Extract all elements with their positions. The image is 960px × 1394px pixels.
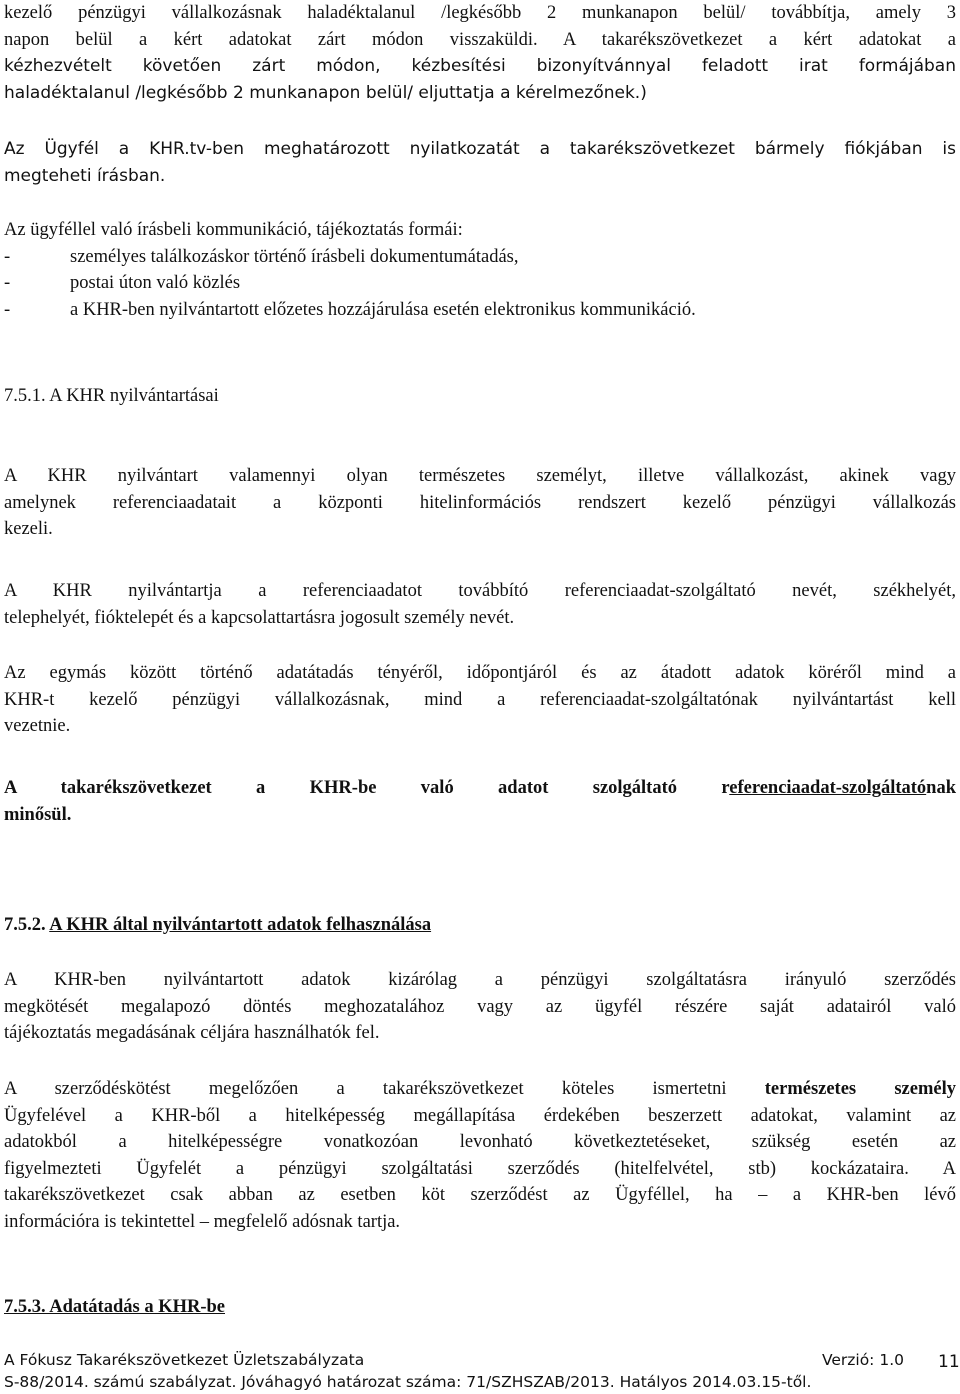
text-line: haladéktalanul /legkésőbb 2 munkanapon belül/ eljuttatja a kérelmezőnek.) bbox=[4, 82, 647, 103]
text-segment: A szerződéskötést megelőzően a takarékszövetkezet köteles ismertetni bbox=[4, 1079, 727, 1099]
footer-row-2 bbox=[4, 1372, 904, 1392]
text-line: A KHR-ben nyilvántartott adatok kizárólag a pénzügyi szolgáltatásra irányuló szerződés bbox=[4, 970, 956, 990]
heading-number: 7.5.2. bbox=[4, 915, 46, 935]
text-line: A KHR nyilvántart valamennyi olyan természetes személyt, illetve vállalkozást, akinek vagy bbox=[4, 466, 956, 486]
underlined-term: eferenciaadat-szolgáltató bbox=[729, 778, 927, 798]
text-line: napon belül a kért adatokat zárt módon visszaküldi. A takarékszövetkezet a kért adatokat a bbox=[4, 29, 956, 50]
text-line: adatokból a hitelképességre vonatkozóan levonható következtetéseket, szükség esetén az bbox=[4, 1132, 956, 1152]
text-line: megteheti írásban. bbox=[4, 165, 166, 186]
heading-text: 7.5.1. A KHR nyilvántartásai bbox=[4, 386, 219, 406]
text-line: takarékszövetkezet csak abban az esetben köt szerződést az Ügyféllel, ha – a KHR-ben lévő bbox=[4, 1185, 956, 1205]
paragraph-751c bbox=[4, 660, 956, 740]
footer-row-1 bbox=[4, 1350, 904, 1370]
paragraph-kommunikacio bbox=[4, 217, 956, 323]
heading-text: 7.5.3. Adatátadás a KHR-be bbox=[4, 1297, 225, 1317]
list-item: - személyes találkozáskor történő írásbeli dokumentumátadás, bbox=[4, 244, 956, 271]
text-line: telephelyét, fióktelepét és a kapcsolattartásra jogosult személy nevét. bbox=[4, 607, 515, 628]
paragraph-ugyfel bbox=[4, 136, 956, 189]
text-line: A KHR nyilvántartja a referenciaadatot továbbító referenciaadat-szolgáltató nevét, székhelyét, bbox=[4, 581, 956, 601]
list-item: - a KHR-ben nyilvántartott előzetes hozzájárulása esetén elektronikus kommunikáció. bbox=[4, 297, 956, 324]
bold-text-post: nak bbox=[926, 778, 956, 798]
text-line bbox=[4, 1076, 956, 1103]
footer-title: A Fókusz Takarékszövetkezet Üzletszabályzata bbox=[4, 1351, 365, 1369]
paragraph-752a bbox=[4, 967, 956, 1047]
text-line: információra is tekintettel – megfelelő adósnak tartja. bbox=[4, 1211, 401, 1232]
communication-list bbox=[4, 244, 956, 324]
paragraph-751a bbox=[4, 463, 956, 543]
list-item: - postai úton való közlés bbox=[4, 270, 956, 297]
text-line: Az Ügyfél a KHR.tv-ben meghatározott nyilatkozatát a takarékszövetkezet bármely fiókjában is bbox=[4, 139, 956, 159]
section-heading-751 bbox=[4, 383, 956, 410]
page-number: 11 bbox=[938, 1352, 960, 1372]
footer-version: Verzió: 1.0 bbox=[821, 1351, 904, 1369]
bold-line bbox=[4, 775, 956, 802]
text-line: kezeli. bbox=[4, 519, 53, 539]
text-line: figyelmezteti Ügyfelét a pénzügyi szolgáltatási szerződés (hitelfelvétel, stb) kockázataira. A bbox=[4, 1158, 956, 1179]
bold-line: minősül. bbox=[4, 804, 72, 825]
footer-approval: S-88/2014. számú szabályzat. Jóváhagyó határozat száma: 71/SZHSZAB/2013. Hatályos 2014.03.15-től. bbox=[4, 1373, 812, 1391]
list-intro: Az ügyféllel való írásbeli kommunikáció, tájékoztatás formái: bbox=[4, 220, 463, 240]
text-line: kézhezvételt követően zárt módon, kézbesítési bizonyítvánnyal feladott irat formájában bbox=[4, 56, 956, 76]
text-line: Ügyfelével a KHR-ből a hitelképesség megállapítása érdekében beszerzett adatokat, valamint az bbox=[4, 1105, 956, 1126]
paragraph-752b bbox=[4, 1076, 956, 1235]
text-line: vezetnie. bbox=[4, 716, 71, 736]
heading-title: A KHR által nyilvántartott adatok felhasználása bbox=[49, 915, 432, 935]
paragraph-751b bbox=[4, 578, 956, 631]
section-heading-753 bbox=[4, 1294, 956, 1321]
paragraph-intro bbox=[4, 0, 956, 106]
section-heading-752 bbox=[4, 912, 956, 939]
text-line: tájékoztatás megadásának céljára használhatók fel. bbox=[4, 1023, 380, 1043]
bold-text-pre: A takarékszövetkezet a KHR-be való adatot szolgáltató r bbox=[4, 778, 730, 798]
text-line: amelynek referenciaadatait a központi hitelinformációs rendszert kezelő pénzügyi vállalkozás bbox=[4, 492, 956, 513]
paragraph-751d bbox=[4, 775, 956, 828]
bold-term: természetes személy bbox=[764, 1079, 956, 1099]
text-line: KHR-t kezelő pénzügyi vállalkozásnak, mind a referenciaadat-szolgáltatónak nyilvántartást kell bbox=[4, 689, 956, 710]
text-line: kezelő pénzügyi vállalkozásnak haladéktalanul /legkésőbb 2 munkanapon belül/ továbbítja, amely 3 bbox=[4, 3, 956, 23]
heading-line bbox=[4, 912, 956, 939]
text-line: megkötését megalapozó döntés meghozatalához vagy az ügyfél részére saját adatairól való bbox=[4, 996, 956, 1017]
text-line: Az egymás között történő adatátadás tényéről, időpontjáról és az átadott adatok köréről mind a bbox=[4, 663, 956, 683]
